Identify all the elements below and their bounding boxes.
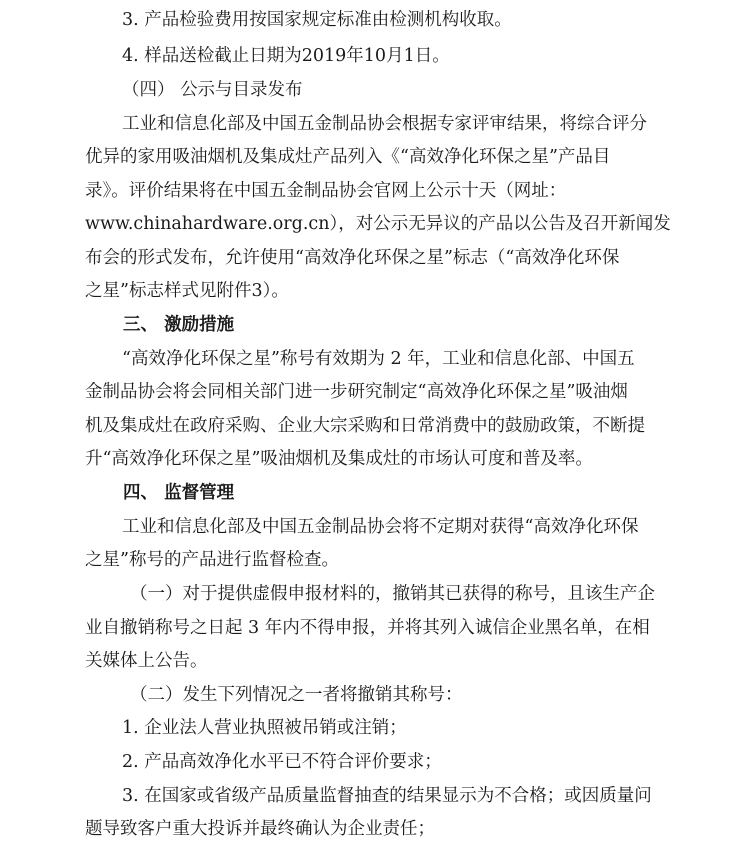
text-line: 升“高效净化环保之星”吸油烟机及集成灶的市场认可度和普及率。 [85, 449, 593, 469]
text-line: 录》。评价结果将在中国五金制品协会官网上公示十天（网址： [85, 181, 567, 201]
text-line: 工业和信息化部及中国五金制品协会将不定期对获得“高效净化环保 [122, 517, 639, 537]
text-line: （一）对于提供虚假申报材料的，撤销其已获得的称号，且该生产企 [130, 584, 655, 604]
text-line: 布会的形式发布，允许使用“高效净化环保之星”标志（“高效净化环保 [85, 248, 620, 268]
text-line: 3. 产品检验费用按国家规定标准由检测机构收取。 [122, 10, 512, 30]
section-subheading: （四） 公示与目录发布 [122, 80, 303, 100]
text-line: 1. 企业法人营业执照被吊销或注销； [122, 718, 407, 738]
text-line: 优异的家用吸油烟机及集成灶产品列入《“高效净化环保之星”产品目 [85, 147, 611, 167]
text-line: 之星”标志样式见附件3）。 [85, 281, 289, 301]
section-heading: 三、 激励措施 [123, 315, 235, 335]
text-line: “高效净化环保之星”称号有效期为 2 年，工业和信息化部、中国五 [122, 349, 635, 369]
text-line: 工业和信息化部及中国五金制品协会根据专家评审结果，将综合评分 [122, 114, 647, 134]
section-heading: 四、 监督管理 [123, 483, 235, 503]
text-line: 2. 产品高效净化水平已不符合评价要求； [122, 752, 442, 772]
text-line: 4. 样品送检截止日期为2019年10月1日。 [122, 46, 450, 66]
text-line: 题导致客户重大投诉并最终确认为企业责任； [85, 819, 435, 839]
text-line: （二）发生下列情况之一者将撤销其称号： [130, 685, 463, 705]
text-line: 业自撤销称号之日起 3 年内不得申报，并将其列入诚信企业黑名单，在相 [85, 618, 650, 638]
text-line: 金制品协会将会同相关部门进一步研究制定“高效净化环保之星”吸油烟 [85, 382, 628, 402]
text-line: 3. 在国家或省级产品质量监督抽查的结果显示为不合格；或因质量问 [122, 786, 652, 806]
text-line: www.chinahardware.org.cn），对公示无异议的产品以公告及召开新闻发 [85, 214, 671, 234]
text-line: 关媒体上公告。 [85, 651, 208, 671]
text-line: 之星”称号的产品进行监督检查。 [85, 550, 339, 570]
text-line: 机及集成灶在政府采购、企业大宗采购和日常消费中的鼓励政策，不断提 [85, 416, 645, 436]
